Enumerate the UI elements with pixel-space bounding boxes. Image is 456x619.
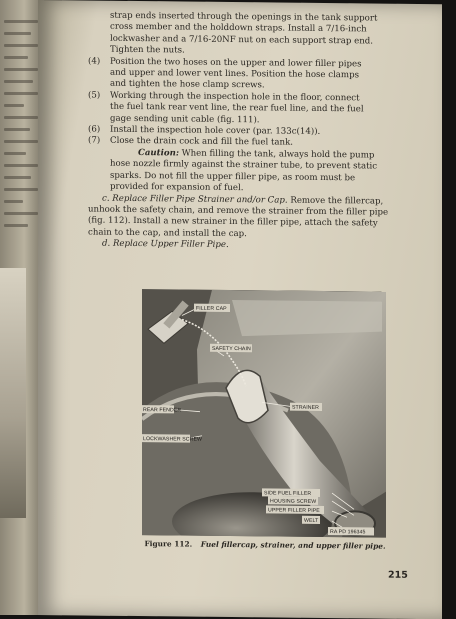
callout-safety-chain [210,344,252,352]
page-number: 215 [388,569,408,581]
svg-text:UPPER FILLER PIPE: UPPER FILLER PIPE [268,507,320,514]
left-page-figure-edge [0,268,26,518]
callout-housing-screw [268,496,318,505]
text-line: hose nozzle firmly against the strainer tube, to prevent static [110,159,378,172]
text-line: Install the inspection hole cover (par. 133c(14)). [110,124,321,138]
text-line: Position the two hoses on the upper and lower filler pipes [110,56,362,70]
text-line: Working through the inspection hole in the floor, connect [110,90,360,104]
fuel-filler-photo [142,289,386,538]
text-line: cross member and the holddown straps. Install a 7/16-inch [110,22,367,35]
text-line: and upper and lower vent lines. Position the hose clamps [110,67,359,81]
text-line: sparks. Do not fill the upper filler pipe, as room must be [110,170,356,184]
step-number: (5) [88,90,101,101]
text-line: Close the drain cock and fill the fuel tank. [110,136,294,149]
svg-text:SAFETY CHAIN: SAFETY CHAIN [212,345,251,353]
svg-text:RA PD 196345: RA PD 196345 [330,529,366,536]
text-line: the fuel tank rear vent line, the rear fuel line, and the fuel [110,102,364,115]
step-5 [88,90,424,128]
text-line: chain to the cap, and install the cap. [88,227,247,239]
svg-text:WELT: WELT [304,517,319,524]
svg-text:HOUSING SCREW: HOUSING SCREW [270,498,317,505]
svg-text:REAR FENDER: REAR FENDER [143,407,182,414]
text-line: lockwasher and a 7/16-20NF nut on each support strap end. [110,33,373,47]
book-page [38,0,442,619]
text-line: unhook the safety chain, and remove the strainer from the filler pipe [88,204,389,218]
text-line: When filling the tank, always hold the pump [181,148,375,161]
figure-112-photo [142,289,386,538]
panel-highlight [232,300,382,338]
left-page-text-edge [4,20,38,236]
svg-text:SIDE FUEL FILLER: SIDE FUEL FILLER [264,490,312,497]
step-number: (4) [88,56,101,67]
page-body-text [88,11,424,254]
text-line: Remove the fillercap, [290,195,384,207]
section-heading: d. Replace Upper Filler Pipe. [102,238,229,251]
figure-caption [130,539,400,551]
callout-upper-filler-pipe [266,505,324,514]
section-heading: c. Replace Filler Pipe Strainer and/or Cap. [102,193,288,206]
step-number: (6) [88,124,101,135]
svg-text:LOCKWASHER SCREW: LOCKWASHER SCREW [143,436,203,443]
text-line: Tighten the nuts. [110,44,185,56]
figure-reference-number [328,527,374,535]
text-line: provided for expansion of fuel. [110,181,244,194]
callout-welt [302,516,320,524]
figure-caption-text: Fuel fillercap, strainer, and upper filler pipe. [200,539,386,551]
svg-text:FILLER CAP: FILLER CAP [196,305,227,312]
text-line: and tighten the hose clamp screws. [110,79,265,91]
step-4 [88,56,424,94]
text-line: gage sending unit cable (fig. 111). [110,113,260,125]
callout-filler-cap [194,304,230,312]
text-line: strap ends inserted through the openings in the tank support [110,10,378,24]
caution-label: Caution: [138,147,180,159]
svg-text:STRAINER: STRAINER [292,404,320,411]
text-line: (fig. 112). Install a new strainer in the filler pipe, attach the safety [88,215,378,229]
callout-side-fuel-filler [262,488,320,497]
step-number: (7) [88,135,101,147]
callout-strainer [290,403,322,411]
figure-number: Figure 112. [144,539,193,549]
